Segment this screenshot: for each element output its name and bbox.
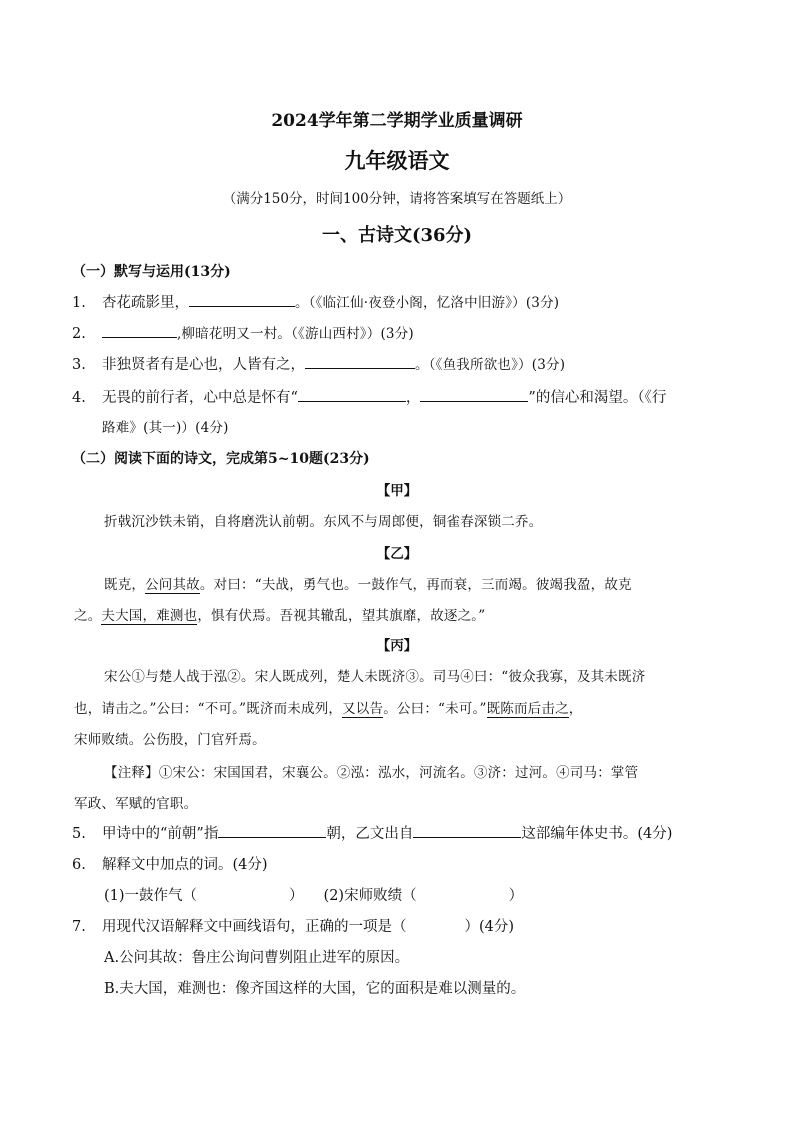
q4-comma: ， xyxy=(405,390,421,406)
q2-number: 2. xyxy=(72,326,86,342)
q6-sub1-end: ） xyxy=(289,888,304,904)
q5-text-c: 这部编年体史书。(4分) xyxy=(521,826,673,842)
bing-l2-c: ， xyxy=(568,701,583,717)
q3-text-after: 。（《鱼我所欲也》）(3分) xyxy=(415,357,566,373)
yi-l1-a: 既克， xyxy=(104,577,146,593)
bing-underlined-2: 既陈而后击之 xyxy=(486,701,569,717)
q3-text-before: 非独贤者有是心也，人皆有之， xyxy=(102,357,305,373)
q6-sub2: (2)宋师败绩（ xyxy=(323,888,417,904)
passage-bing-line1: 宋公①与楚人战于泓②。宋人既成列，楚人未既济③。司马④曰：“彼众我寡，及其未既济 xyxy=(104,669,646,685)
notes-line1 xyxy=(104,761,638,781)
q5-answer-blank-2[interactable] xyxy=(413,822,521,838)
bing-l2-b: 。公曰：“未可。” xyxy=(383,701,487,717)
q6-text: 解释文中加点的词。(4分) xyxy=(102,857,268,873)
q1-text-before: 杏花疏影里， xyxy=(102,295,189,311)
passage-bing-line3: 宋师败绩。公伤股，门官歼焉。 xyxy=(74,732,266,748)
q3-answer-blank[interactable] xyxy=(305,353,415,369)
q2-answer-blank[interactable] xyxy=(102,322,177,338)
q5-number: 5. xyxy=(72,826,86,842)
q4-answer-blank-2[interactable] xyxy=(420,386,528,402)
q7-text-end: ）(4分) xyxy=(464,919,515,935)
notes-text-1: ①宋公：宋国国君，宋襄公。②泓：泓水，河流名。③济：过河。④司马：掌管 xyxy=(158,765,639,781)
yi-l2-b: ，惧有伏焉。吾视其辙乱，望其旗靡，故逐之。” xyxy=(197,608,486,624)
bing-l2-a: 也，请击之。”公曰：“不可。”既济而未成列， xyxy=(74,701,343,717)
q6-subquestions xyxy=(104,884,523,905)
q4-line2: 路难》(其一)）(4分) xyxy=(102,420,229,436)
question-2 xyxy=(72,322,414,342)
question-4 xyxy=(72,386,666,407)
exam-instructions: （满分150分，时间100分钟，请将答案填写在答题纸上） xyxy=(222,191,572,207)
yi-l2-a: 之。 xyxy=(74,608,102,624)
passage-bing-label: 【丙】 xyxy=(376,638,418,654)
q4-answer-blank-1[interactable] xyxy=(298,386,406,402)
q7-option-b: B.夫大国，难测也：像齐国这样的大国，它的面积是难以测量的。 xyxy=(104,981,526,997)
question-7 xyxy=(72,915,514,936)
q7-number: 7. xyxy=(72,919,86,935)
part-title: 一、古诗文(36分) xyxy=(321,225,473,246)
q5-answer-blank-1[interactable] xyxy=(218,822,326,838)
question-1 xyxy=(72,291,559,312)
passage-yi-line2 xyxy=(74,604,485,624)
notes-line2: 军政、军赋的官职。 xyxy=(74,796,198,812)
bing-underlined-1: 又以告 xyxy=(342,701,384,717)
q3-number: 3. xyxy=(72,357,86,373)
q6-number: 6. xyxy=(72,857,86,873)
q5-text-b: 朝，乙文出自 xyxy=(326,826,414,842)
passage-jia-label: 【甲】 xyxy=(376,483,418,499)
yi-underlined-2: 夫大国，难测也 xyxy=(101,608,198,624)
subject-title: 九年级语文 xyxy=(344,148,450,173)
q4-text-before: 无畏的前行者，心中总是怀有“ xyxy=(102,390,298,406)
question-3 xyxy=(72,353,565,374)
passage-yi-label: 【乙】 xyxy=(376,546,418,562)
question-6 xyxy=(72,853,268,874)
yi-l1-b: 。对曰：“夫战，勇气也。一鼓作气，再而衰，三而竭。彼竭我盈，故克 xyxy=(199,577,632,593)
q4-text-after: ”的信心和渴望。（《行 xyxy=(528,390,667,406)
q2-text-after: ,柳暗花明又一村。（《游山西村》）(3分) xyxy=(177,326,414,342)
passage-yi-line1 xyxy=(104,573,632,593)
section2-title: （二）阅读下面的诗文，完成第5~10题(23分) xyxy=(72,451,370,467)
q1-answer-blank[interactable] xyxy=(189,291,295,307)
passage-bing-line2 xyxy=(74,697,582,717)
section1-title: （一）默写与运用(13分) xyxy=(72,264,231,280)
exam-title: 2024学年第二学期学业质量调研 xyxy=(271,111,523,131)
q7-option-a: A.公问其故：鲁庄公询问曹刿阻止进军的原因。 xyxy=(104,950,410,966)
q5-text-a: 甲诗中的“前朝”指 xyxy=(102,826,219,842)
q4-number: 4. xyxy=(72,390,86,406)
q7-text: 用现代汉语解释文中画线语句，正确的一项是（ xyxy=(102,919,407,935)
q6-sub1: (1)一鼓作气（ xyxy=(104,888,198,904)
q6-sub2-end: ） xyxy=(508,888,524,904)
notes-label: 【注释】 xyxy=(104,765,159,781)
question-5 xyxy=(72,822,672,843)
yi-underlined-1: 公问其故 xyxy=(145,577,200,593)
passage-jia-text: 折戟沉沙铁未销，自将磨洗认前朝。东风不与周郎便，铜雀春深锁二乔。 xyxy=(104,514,543,530)
q1-text-after: 。（《临江仙·夜登小阁，忆洛中旧游》）(3分) xyxy=(295,295,560,311)
q1-number: 1. xyxy=(72,295,86,311)
